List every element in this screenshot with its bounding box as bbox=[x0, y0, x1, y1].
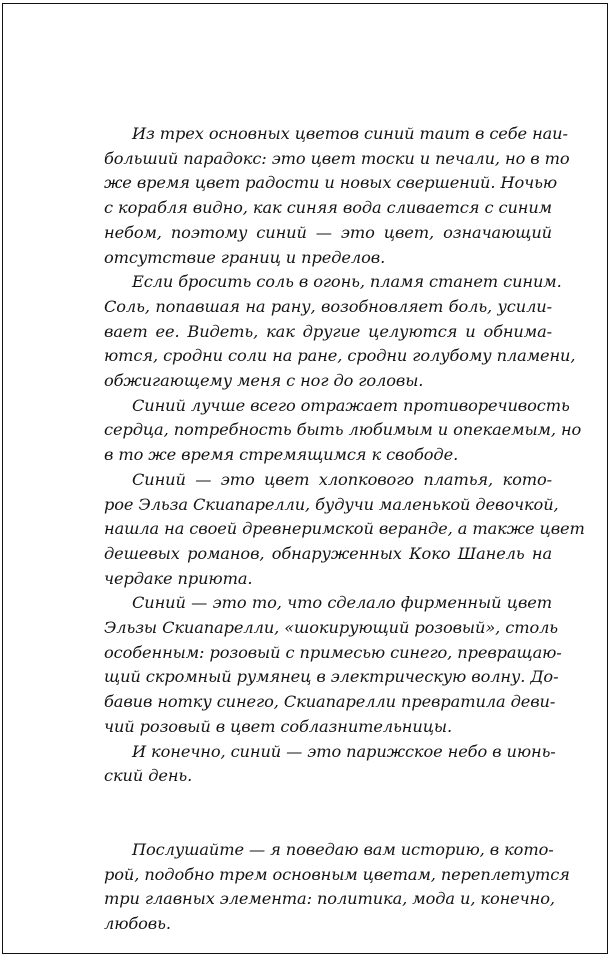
paragraph bbox=[104, 270, 576, 394]
text-line: И конечно, синий — это парижское небо в июнь- bbox=[132, 741, 556, 761]
text-line: чердаке приюта. bbox=[104, 568, 253, 588]
text-line: рое Эльза Скиапарелли, будучи маленькой девочкой, bbox=[104, 494, 559, 514]
text-line: дешевых романов, обнаруженных Коко Шанель на bbox=[104, 543, 552, 563]
text-line: обжигающему меня с ног до головы. bbox=[104, 371, 424, 391]
text-line: нашла на своей древнеримской веранде, а также цвет bbox=[104, 519, 585, 539]
paragraph bbox=[104, 394, 582, 468]
text-line: ются, сродни соли на ране, сродни голубому пламени, bbox=[104, 346, 576, 366]
text-line: щий скромный румянец в электрическую волну. До- bbox=[104, 667, 559, 687]
paragraph bbox=[104, 740, 556, 789]
text-line: небом, поэтому синий — это цвет, означающий bbox=[104, 222, 552, 242]
text-line: бавив нотку синего, Скиапарелли превратила деви- bbox=[104, 692, 556, 712]
text-line: Из трех основных цветов синий таит в себе наи- bbox=[132, 124, 568, 143]
text-line: же время цвет радости и новых свершений. Ночью bbox=[104, 173, 557, 193]
text-line: чий розовый в цвет соблазнительницы. bbox=[104, 716, 453, 736]
section-break bbox=[104, 789, 552, 838]
text-line: особенным: розовый с примесью синего, превращаю- bbox=[104, 642, 562, 662]
text-line: Синий — это то, что сделало фирменный цвет bbox=[132, 593, 552, 613]
text-line: Синий — это цвет хлопкового платья, кото- bbox=[132, 469, 552, 489]
text-line: Послушайте — я поведаю вам историю, в кото- bbox=[132, 839, 554, 859]
text-line: рой, подобно трем основным цветам, переплетутся bbox=[104, 864, 570, 884]
text-line: Синий лучше всего отражает противоречивость bbox=[132, 395, 570, 415]
text-line: Эльзы Скиапарелли, «шокирующий розовый», столь bbox=[104, 618, 559, 638]
text-line: отсутствие границ и пределов. bbox=[104, 247, 386, 267]
text-line: Если бросить соль в огонь, пламя станет синим. bbox=[132, 272, 562, 292]
text-line: в то же время стремящимся к свободе. bbox=[104, 445, 459, 465]
text-line: вает ее. Видеть, как другие целуются и обнима- bbox=[104, 321, 552, 341]
text-line: Соль, попавшая на рану, возобновляет боль, усили- bbox=[104, 296, 552, 316]
text-line: любовь. bbox=[104, 914, 171, 934]
text-line: три главных элемента: политика, мода и, конечно, bbox=[104, 889, 555, 909]
text-line: с корабля видно, как синяя вода сливается с синим bbox=[104, 198, 552, 218]
paragraph bbox=[104, 468, 585, 592]
text-line: сердца, потребность быть любимым и опекаемым, но bbox=[104, 420, 582, 440]
paragraph bbox=[104, 591, 562, 739]
text-line: больший парадокс: это цвет тоски и печали, но в то bbox=[104, 148, 570, 168]
paragraph bbox=[104, 122, 570, 270]
paragraph bbox=[104, 838, 570, 937]
body-text bbox=[104, 122, 585, 937]
text-line: ский день. bbox=[104, 766, 193, 786]
